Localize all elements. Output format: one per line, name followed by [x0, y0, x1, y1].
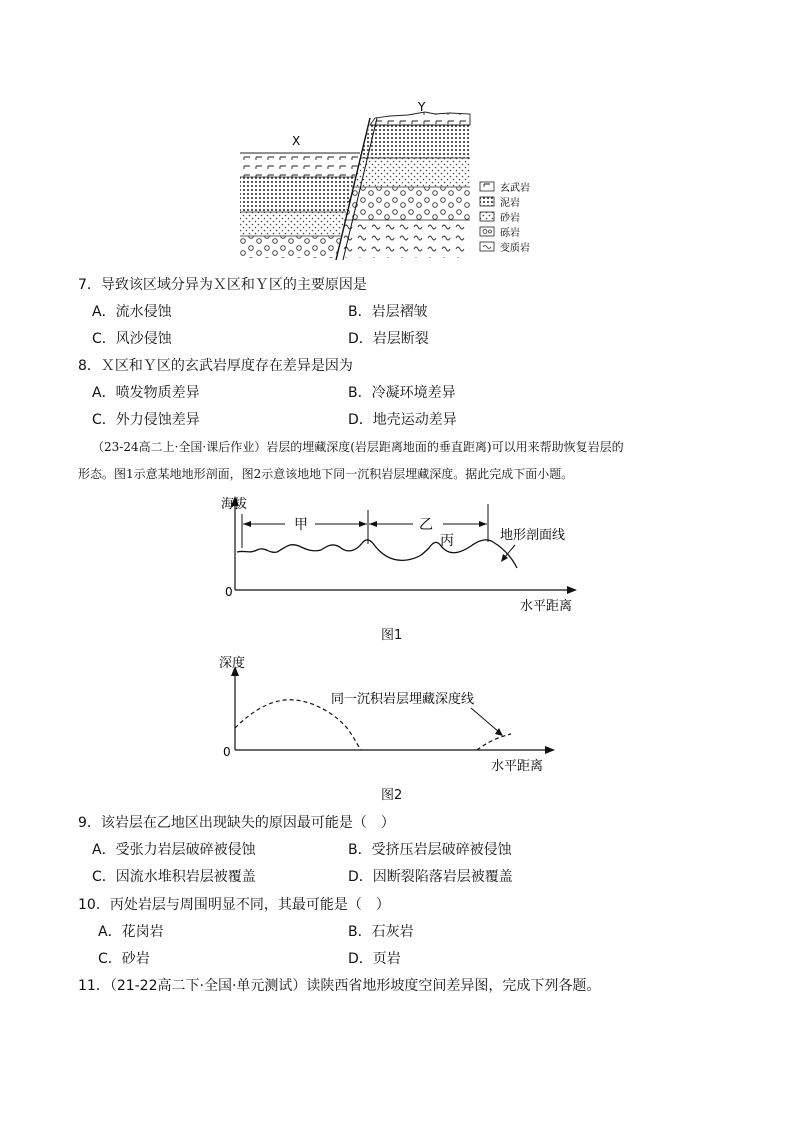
legend-basalt: 玄武岩: [500, 183, 530, 194]
q9-option-a[interactable]: A．受张力岩层破碎被侵蚀: [92, 842, 256, 858]
q7-option-a[interactable]: A．流水侵蚀: [92, 304, 172, 320]
intro-line-1: （23-24高二上·全国·课后作业）岩层的埋藏深度(岩层距离地面的垂直距离)可以用来帮助恢复岩层的: [92, 440, 624, 454]
q8-option-c[interactable]: C．外力侵蚀差异: [92, 412, 200, 428]
fig1-curve-label: 地形剖面线: [500, 528, 566, 543]
q10-stem: 丙处岩层与周围明显不同，其最可能是（ ）: [109, 897, 390, 913]
question-7: [78, 276, 367, 294]
q9-stem: 该岩层在乙地区出现缺失的原因最可能是（ ）: [100, 815, 395, 831]
fig1-point-bing: 丙: [440, 533, 454, 549]
rock-legend: [480, 181, 530, 254]
fig1-origin: 0: [225, 585, 233, 599]
q8-number: 8．: [78, 358, 101, 374]
fig2-curve-label: 同一沉积岩层埋藏深度线: [331, 692, 475, 707]
fig1-terrain-curve: [237, 540, 517, 568]
label-x: X: [292, 134, 301, 148]
fig1-xlabel: 水平距离: [520, 599, 573, 614]
q10-option-c[interactable]: C．砂岩: [98, 951, 150, 967]
legend-conglomerate: 砾岩: [500, 228, 520, 239]
rock-strata-figure: [230, 100, 560, 265]
fig2-depth-curve: [235, 700, 361, 750]
q10-option-b[interactable]: B．石灰岩: [348, 924, 414, 940]
q8-option-a[interactable]: A．喷发物质差异: [92, 385, 200, 401]
q7-option-b[interactable]: B．岩层褶皱: [348, 304, 428, 320]
figure-2-caption: 图2: [381, 788, 403, 803]
q9-number: 9．: [78, 815, 101, 831]
q8-option-d[interactable]: D．地壳运动差异: [348, 412, 457, 428]
intro-line-2: 形态。图1示意某地地形剖面，图2示意该地地下同一沉积岩层埋藏深度。据此完成下面小题。: [78, 467, 574, 481]
fig1-seg-yi: 乙: [419, 517, 433, 533]
question-9: [78, 814, 395, 832]
figure-2-depth-profile: [215, 652, 595, 777]
q7-number: 7．: [78, 277, 101, 293]
q8-stem: Ｘ区和Ｙ区的玄武岩厚度存在差异是因为: [100, 358, 353, 374]
q7-option-c[interactable]: C．风沙侵蚀: [92, 331, 172, 347]
figure-1-caption: 图1: [381, 628, 403, 643]
legend-sandstone: 砂岩: [500, 213, 520, 224]
q10-option-d[interactable]: D．页岩: [348, 951, 401, 967]
question-8: [78, 357, 353, 375]
fig2-origin: 0: [223, 745, 231, 759]
q8-option-b[interactable]: B．冷凝环境差异: [348, 385, 456, 401]
figure-1-terrain-profile: [215, 492, 595, 617]
fig1-seg-jia: 甲: [294, 517, 308, 533]
q9-option-c[interactable]: C．因流水堆积岩层被覆盖: [92, 869, 256, 885]
fig2-depth-curve-right: [477, 734, 511, 750]
legend-metamorphic: 变质岩: [500, 243, 530, 254]
q10-number: 10．: [78, 897, 110, 913]
q10-option-a[interactable]: A．花岗岩: [98, 924, 164, 940]
q9-option-b[interactable]: B．受挤压岩层破碎被侵蚀: [348, 842, 512, 858]
legend-mudstone: 泥岩: [500, 198, 520, 209]
q7-stem: 导致该区域分异为Ｘ区和Ｙ区的主要原因是: [100, 277, 367, 293]
label-y: Y: [418, 100, 426, 114]
question-11: 11．（21-22高二下·全国·单元测试）读陕西省地形坡度空间差异图，完成下列各题。: [78, 978, 601, 994]
fig1-ylabel: 海拔: [221, 497, 248, 512]
q7-option-d[interactable]: D．岩层断裂: [348, 331, 429, 347]
question-10: [78, 896, 390, 914]
q9-option-d[interactable]: D．因断裂陷落岩层被覆盖: [348, 869, 513, 885]
fig2-ylabel: 深度: [219, 656, 246, 671]
fig2-xlabel: 水平距离: [491, 759, 544, 774]
